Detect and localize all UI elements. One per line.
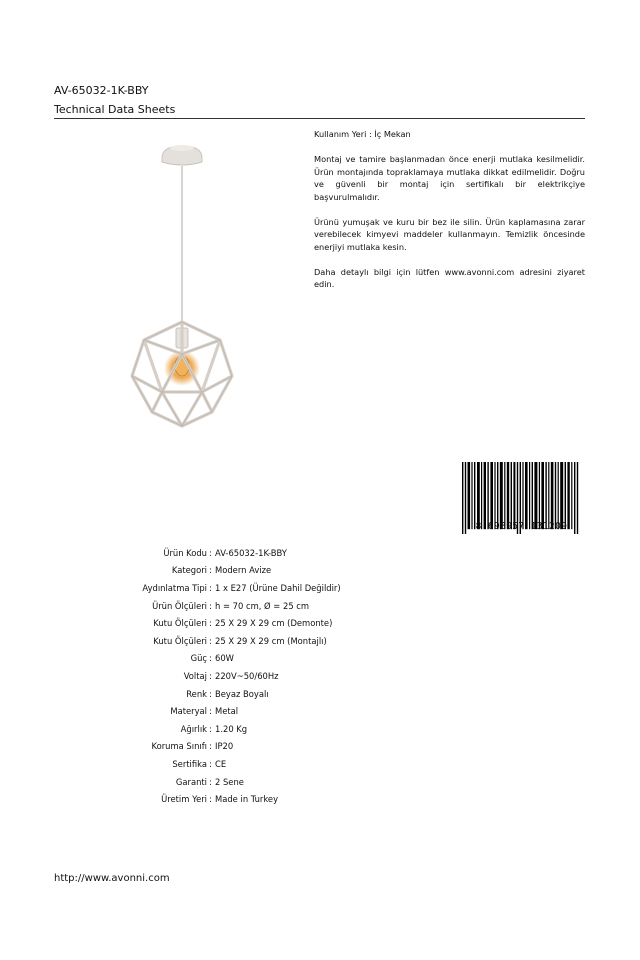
spec-label: Güç bbox=[190, 653, 207, 664]
spec-row: Kutu Ölçüleri : 25 X 29 X 29 cm (Demonte) bbox=[54, 614, 341, 632]
barcode-number: 8 698957 131209 bbox=[475, 521, 568, 532]
spec-value: AV-65032-1K-BBY bbox=[215, 547, 287, 558]
spec-label: Ürün Ölçüleri bbox=[152, 600, 207, 611]
spec-row: Voltaj : 220V~50/60Hz bbox=[54, 667, 341, 685]
spec-value: Metal bbox=[215, 706, 239, 717]
spec-row: Üretim Yeri : Made in Turkey bbox=[54, 790, 341, 808]
spec-value: 1 x E27 (Ürüne Dahil Değildir) bbox=[215, 582, 341, 593]
spec-value: 25 X 29 X 29 cm (Demonte) bbox=[215, 618, 333, 629]
info-paragraph-cleaning: Ürünü yumuşak ve kuru bir bez ile silin. Ürün kaplamasına zarar verebilecek kimyevi maddeler kullanmayın. Temizlik öncesinde enerjiyi mutlaka kesin. bbox=[314, 216, 585, 252]
spec-row: Kategori : Modern Avize bbox=[54, 562, 341, 580]
spec-label: Kutu Ölçüleri bbox=[153, 635, 207, 646]
spec-label: Garanti bbox=[175, 776, 207, 787]
spec-value: CE bbox=[215, 758, 227, 769]
header-divider bbox=[54, 118, 585, 119]
spec-row: Materyal : Metal bbox=[54, 702, 341, 720]
spec-row: Aydınlatma Tipi : 1 x E27 (Ürüne Dahil Değildir) bbox=[54, 579, 341, 597]
spec-label: Aydınlatma Tipi bbox=[142, 582, 207, 593]
spec-row: Ürün Kodu : AV-65032-1K-BBY bbox=[54, 544, 341, 562]
spec-row: Renk : Beyaz Boyalı bbox=[54, 685, 341, 703]
spec-row: Garanti : 2 Sene bbox=[54, 773, 341, 791]
spec-row: Ürün Ölçüleri : h = 70 cm, Ø = 25 cm bbox=[54, 597, 341, 615]
info-paragraph-safety: Montaj ve tamire başlanmadan önce enerji mutlaka kesilmelidir. Ürün montajında topraklamaya mutlaka dikkat edilmelidir. Doğru ve güvenli bir montaj için sertifikalı bir elektrikçiye başvurulmalıdır. bbox=[314, 154, 585, 202]
spec-value: 60W bbox=[215, 653, 234, 664]
spec-label: Kutu Ölçüleri bbox=[153, 618, 207, 629]
info-paragraph-website: Daha detaylı bilgi için lütfen www.avonni.com adresini ziyaret edin. bbox=[314, 266, 585, 289]
spec-label: Kategori bbox=[171, 565, 207, 576]
product-lamp-image bbox=[120, 140, 250, 440]
spec-row: Sertifika : CE bbox=[54, 755, 341, 773]
website-link[interactable]: http://www.avonni.com bbox=[54, 873, 170, 884]
usage-area: Kullanım Yeri : İç Mekan bbox=[314, 129, 411, 139]
info-block bbox=[314, 128, 585, 303]
spec-value: Modern Avize bbox=[215, 565, 272, 576]
spec-label: Ağırlık bbox=[180, 723, 207, 734]
spec-row: Kutu Ölçüleri : 25 X 29 X 29 cm (Montajlı) bbox=[54, 632, 341, 650]
spec-label: Sertifika bbox=[172, 758, 207, 769]
spec-label: Voltaj bbox=[183, 670, 207, 681]
spec-value: 220V~50/60Hz bbox=[215, 670, 279, 681]
spec-value: Made in Turkey bbox=[215, 794, 279, 805]
document-subtitle: Technical Data Sheets bbox=[54, 103, 176, 116]
spec-value: h = 70 cm, Ø = 25 cm bbox=[215, 600, 310, 611]
spec-table bbox=[54, 544, 341, 808]
spec-label: Ürün Kodu bbox=[163, 547, 207, 558]
spec-row: Ağırlık : 1.20 Kg bbox=[54, 720, 341, 738]
spec-value: 1.20 Kg bbox=[215, 723, 248, 734]
spec-value: IP20 bbox=[215, 741, 234, 752]
spec-label: Materyal bbox=[170, 706, 207, 717]
spec-value: 2 Sene bbox=[215, 776, 244, 787]
spec-label: Koruma Sınıfı bbox=[151, 741, 207, 752]
spec-value: Beyaz Boyalı bbox=[215, 688, 269, 699]
product-code-title: AV-65032-1K-BBY bbox=[54, 84, 149, 97]
spec-row: Güç : 60W bbox=[54, 650, 341, 668]
spec-label: Renk bbox=[186, 688, 207, 699]
spec-label: Üretim Yeri bbox=[161, 794, 207, 805]
spec-row: Koruma Sınıfı : IP20 bbox=[54, 738, 341, 756]
spec-value: 25 X 29 X 29 cm (Montajlı) bbox=[215, 635, 327, 646]
